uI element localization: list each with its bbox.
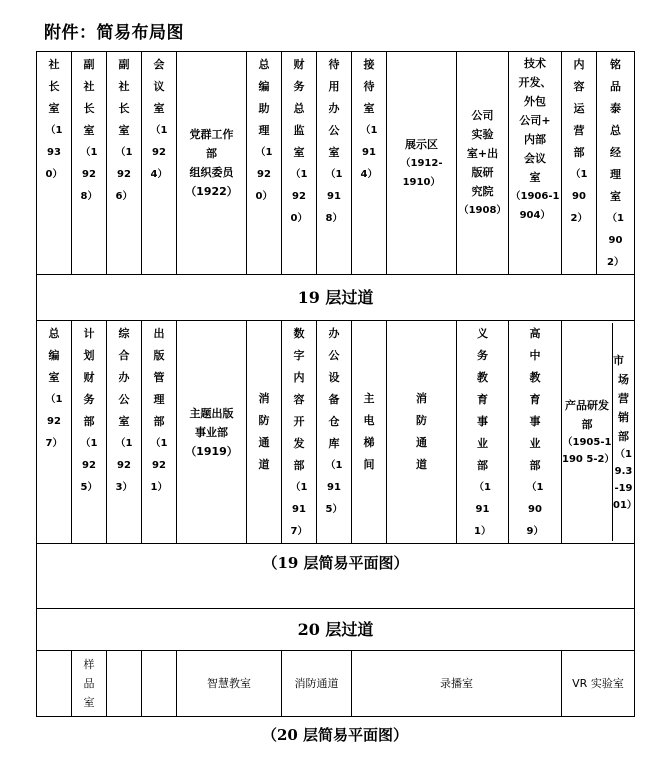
room-marketing-block: 市 场营销部 （19.3-1901） [613, 353, 637, 511]
room-product-rd-marketing [562, 321, 635, 544]
room-general-office: 综合办公室 （1923） [107, 321, 142, 544]
floor-plan-table [36, 51, 635, 717]
room-exhibition: 展示区 （1912-1910） [387, 52, 457, 275]
room-tech-dev: 技术 开发、 外包 公司+ 内部 会议 室 （1906-1904） [509, 52, 562, 275]
room-president: 社长室 （1930） [37, 52, 72, 275]
room-vr-lab: VR 实验室 [562, 651, 635, 717]
floor20-empty-1 [37, 651, 72, 717]
room-chief-editor-assistant: 总编助理 （1920） [247, 52, 282, 275]
room-planning-finance: 计划财务部 （1925） [72, 321, 107, 544]
room-compulsory-edu: 义务教育事业部 （1911） [457, 321, 509, 544]
floor20-corridor: 20 层过道 [37, 609, 635, 651]
floor19-caption: （19 层简易平面图） [37, 544, 635, 609]
room-high-school-edu: 高中教育事业部 （1909） [509, 321, 562, 544]
floor19-caption-row [37, 544, 635, 609]
fire-exit-20: 消防通道 [282, 651, 352, 717]
room-equipment-storage: 办公设备仓库 （1915） [317, 321, 352, 544]
floor19-row-north [37, 52, 635, 275]
floor20-caption: （20 层简易平面图） [261, 726, 409, 744]
fire-exit-19-b: 消防通道 [387, 321, 457, 544]
floor19-row-south [37, 321, 635, 544]
room-meeting: 会议室 （1924） [142, 52, 177, 275]
room-party-work: 党群工作 部 组织委员 （1922） [177, 52, 247, 275]
floor19-corridor: 19 层过道 [37, 275, 635, 321]
room-mingpintai-gm: 铭品泰总经理室 （1902） [597, 52, 635, 275]
room-recording: 录播室 [352, 651, 562, 717]
room-company-lab: 公司 实验 室+出 版研 究院 （1908） [457, 52, 509, 275]
room-smart-classroom: 智慧教室 [177, 651, 282, 717]
main-elevator-hall: 主电梯间 [352, 321, 387, 544]
room-vice-president-1926: 副社长室 （1926） [107, 52, 142, 275]
floor20-corridor-row [37, 609, 635, 651]
room-vice-president-1928: 副社长室 （1928） [72, 52, 107, 275]
floor19-corridor-row [37, 275, 635, 321]
room-chief-editor-office: 总编室 （1927） [37, 321, 72, 544]
document-title: 附件：简易布局图 [44, 23, 184, 43]
room-theme-publishing: 主题出版 事业部 （1919） [177, 321, 247, 544]
room-content-ops: 内容运营部 （1902） [562, 52, 597, 275]
room-publishing-mgmt: 出版管理部 （1921） [142, 321, 177, 544]
room-spare-office: 待用办公室 （1918） [317, 52, 352, 275]
room-cfo: 财务总监室 （1920） [282, 52, 317, 275]
room-digital-content: 数字内容开发部 （1917） [282, 321, 317, 544]
floor20-empty-2 [107, 651, 142, 717]
fire-exit-19-a: 消防通道 [247, 321, 282, 544]
floor20-row [37, 651, 635, 717]
room-reception: 接待室 （1914） [352, 52, 387, 275]
floor20-empty-3 [142, 651, 177, 717]
room-sample: 样品室 [72, 651, 107, 717]
room-product-rd-block: 产品研发 部 （1905-1190 5-2） [562, 323, 613, 541]
